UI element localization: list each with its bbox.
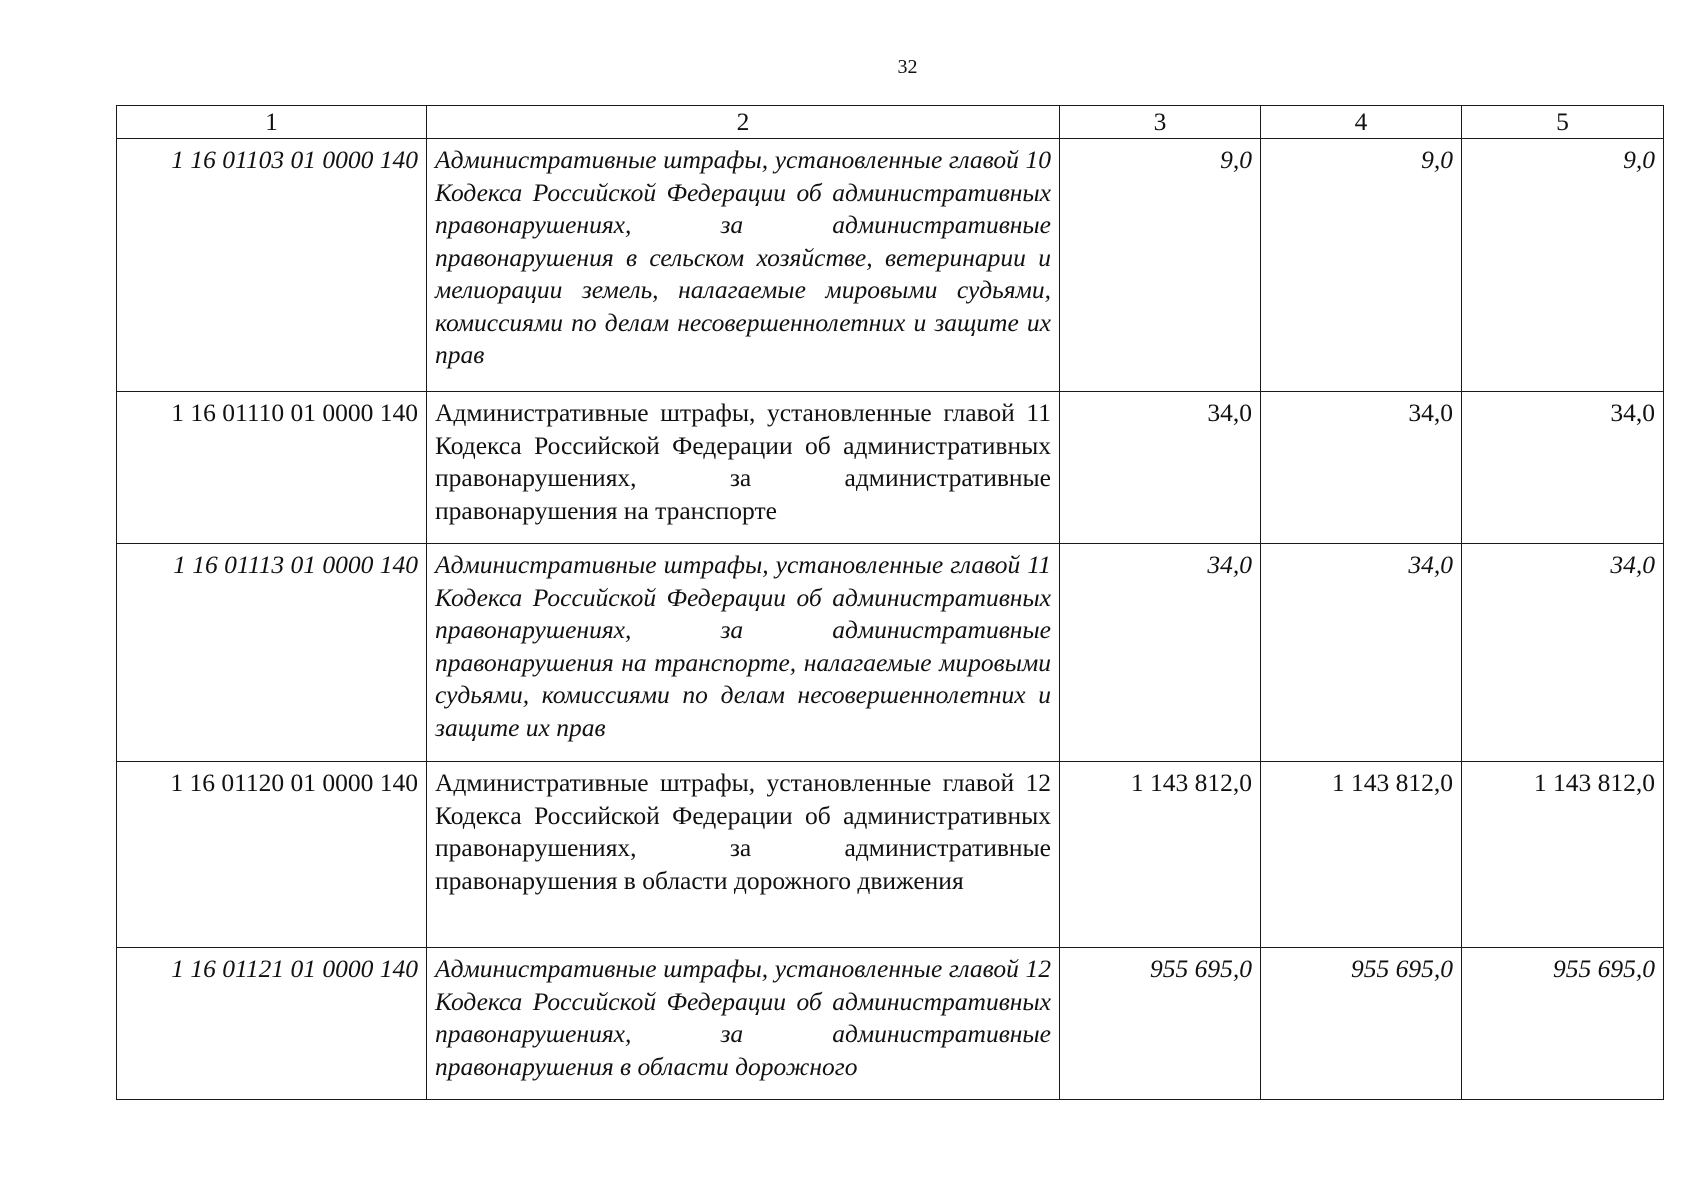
column-header-1: 1 (117, 106, 427, 139)
column-header-4: 4 (1261, 106, 1462, 139)
value-cell-col5: 955 695,0 (1462, 948, 1664, 1100)
value-cell-col4: 955 695,0 (1261, 948, 1462, 1100)
description-cell: Административные штрафы, установленные главой 12 Кодекса Российской Федерации об административных правонарушениях, за административные правонарушения в области дорожного движения (427, 762, 1060, 948)
page-number: 32 (897, 56, 918, 78)
value-cell-col4: 1 143 812,0 (1261, 762, 1462, 948)
budget-code-cell: 1 16 01110 01 0000 140 (117, 392, 427, 544)
value-cell-col5: 9,0 (1462, 139, 1664, 392)
budget-code-cell: 1 16 01121 01 0000 140 (117, 948, 427, 1100)
value-cell-col5: 34,0 (1462, 392, 1664, 544)
table-row (117, 948, 1664, 1100)
budget-code-cell: 1 16 01103 01 0000 140 (117, 139, 427, 392)
value-cell-col3: 9,0 (1060, 139, 1261, 392)
value-cell-col4: 9,0 (1261, 139, 1462, 392)
column-header-3: 3 (1060, 106, 1261, 139)
column-header-2: 2 (427, 106, 1060, 139)
value-cell-col4: 34,0 (1261, 544, 1462, 762)
description-cell: Административные штрафы, установленные главой 10 Кодекса Российской Федерации об административных правонарушениях, за административные правонарушения в сельском хозяйстве, ветеринарии и мелиорации земель, налагаемые мировыми судьями, комиссиями по делам несовершеннолетних и защите их прав (427, 139, 1060, 392)
table-row (117, 139, 1664, 392)
budget-code-cell: 1 16 01113 01 0000 140 (117, 544, 427, 762)
value-cell-col5: 34,0 (1462, 544, 1664, 762)
description-cell: Административные штрафы, установленные главой 11 Кодекса Российской Федерации об административных правонарушениях, за административные правонарушения на транспорте (427, 392, 1060, 544)
description-cell: Административные штрафы, установленные главой 11 Кодекса Российской Федерации об административных правонарушениях, за административные правонарушения на транспорте, налагаемые мировыми судьями, комиссиями по делам несовершеннолетних и защите их прав (427, 544, 1060, 762)
description-cell: Административные штрафы, установленные главой 12 Кодекса Российской Федерации об административных правонарушениях, за административные правонарушения в области дорожного (427, 948, 1060, 1100)
budget-table (116, 105, 1664, 1100)
budget-code-cell: 1 16 01120 01 0000 140 (117, 762, 427, 948)
value-cell-col3: 34,0 (1060, 544, 1261, 762)
value-cell-col3: 955 695,0 (1060, 948, 1261, 1100)
value-cell-col4: 34,0 (1261, 392, 1462, 544)
value-cell-col3: 1 143 812,0 (1060, 762, 1261, 948)
value-cell-col5: 1 143 812,0 (1462, 762, 1664, 948)
value-cell-col3: 34,0 (1060, 392, 1261, 544)
table-row (117, 762, 1664, 948)
table-row (117, 544, 1664, 762)
table-header-row (117, 106, 1664, 139)
column-header-5: 5 (1462, 106, 1664, 139)
table-row (117, 392, 1664, 544)
